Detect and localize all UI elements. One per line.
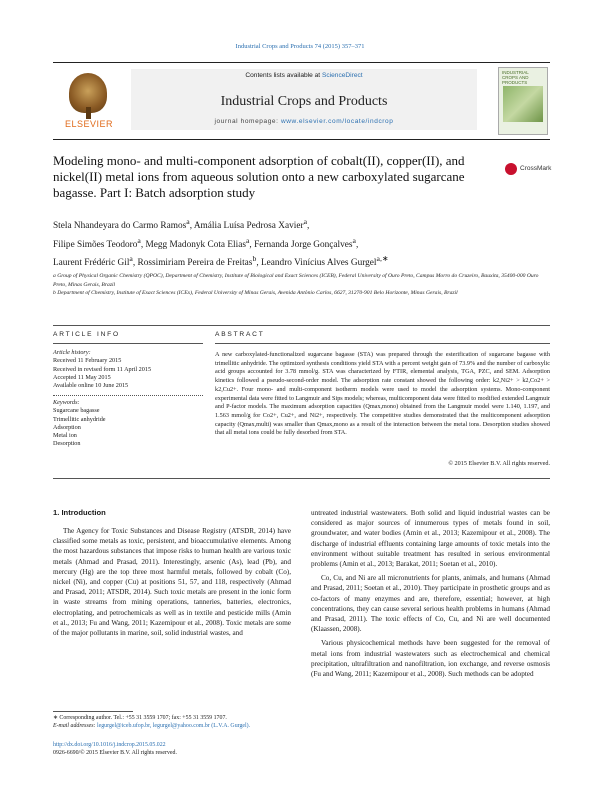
article-info-heading: ARTICLE INFO [53, 331, 120, 338]
divider [53, 395, 203, 396]
article-history [53, 349, 203, 390]
email-link[interactable]: legurgel@iceb.ufop.br, legurgel@yahoo.com.br (L.V.A. Gurgel). [96, 723, 251, 730]
affiliation-a: a Group of Physical Organic Chemistry (QPOC), Department of Chemistry, Institute of Biological and Exact Sciences (ICEB), Federal University of Ouro Preto, Campus Morro do Cruzeiro, Bauxita, 35400-000 Ouro Preto, Minas Gerais, Brazil [53, 273, 539, 288]
paragraph: Various physicochemical methods have been suggested for the removal of metal ions from industrial wastewaters such as electrochemical and chemical precipitation, ultrafiltration and nanofiltration, ion exchange, and reverse osmosis (Fu and Wang, 2011; Kazemipour et al., 2008). Such methods can be adopted [311, 639, 550, 679]
abstract-heading: ABSTRACT [215, 331, 265, 338]
keywords [53, 399, 203, 449]
keyword: Trimellitic anhydride [53, 415, 106, 423]
keywords-label: Keywords: [53, 399, 80, 406]
author[interactable]: Megg Madonyk Cota Elias$^a$, [145, 235, 255, 250]
masthead-center-band [131, 69, 477, 130]
cover-title: INDUSTRIAL CROPS AND PRODUCTS [502, 70, 529, 85]
keyword: Sugarcane bagasse [53, 407, 100, 415]
paragraph: untreated industrial wastewaters. Both solid and liquid industrial wastes can be considered as major sources of innumerous types of metals found in soil, groundwater, and water bodies (Amin et al., 2013; Kazemipour et al., 2008). The discharge of industrial effluents containing large amounts of toxic metals into the environment without suitable treatment has resulted in serious environmental problems (Amin et al., 2013; Barakat, 2011; Soetan et al., 2010). [311, 509, 550, 569]
email-note: E-mail addresses: legurgel@iceb.ufop.br, legurgel@yahoo.com.br (L.V.A. Gurgel). [53, 723, 251, 730]
section-heading-introduction: 1. Introduction [53, 508, 106, 517]
author[interactable]: Laurent Frédéric Gil$^a$, [53, 254, 138, 269]
elsevier-wordmark: ELSEVIER [64, 119, 114, 129]
issn-line: 0926-6690/© 2015 Elsevier B.V. All rights reserved. [53, 750, 177, 757]
author[interactable]: Fernanda Jorge Gonçalves$^a$, [254, 235, 359, 250]
homepage-line [131, 118, 477, 125]
crossmark-icon [505, 163, 517, 175]
author-list [53, 215, 533, 271]
history-item: Received in revised form 11 April 2015 [53, 365, 152, 373]
divider [53, 325, 550, 326]
author[interactable]: Filipe Simões Teodoro$^a$, [53, 235, 146, 250]
sciencedirect-link[interactable]: ScienceDirect [321, 72, 363, 79]
abstract-copyright: © 2015 Elsevier B.V. All rights reserved. [448, 460, 550, 467]
article-title: Modeling mono- and multi-component adsorption of cobalt(II), copper(II), and nickel(II) metal ions from aqueous solution onto a new carboxylated sugarcane bagasse. Part I: Batch adsorption study [53, 153, 465, 200]
paragraph: Co, Cu, and Ni are all micronutrients for plants, animals, and humans (Ahmad and Prasad, 2011; Soetan et al., 2010). They participate in prosthetic groups and as co-factors of many enzymes and are, therefore, essential; however, at high concentrations, they can cause several serious health problems in humans (Ahmad and Prasad, 2011). The toxic effects of Co, Cu, and Ni are well documented (Klaassen, 2008). [311, 574, 550, 634]
history-item: Received 11 February 2015 [53, 357, 122, 365]
journal-masthead [53, 62, 550, 140]
paragraph: The Agency for Toxic Substances and Disease Registry (ATSDR, 2014) have classified some metals as toxic, persistent, and bioaccumulative elements. Among the most hazardous substances that impose risks to human health are various toxic metals (Ahmad and Prasad, 2011). Interestingly, arsenic (As), lead (Pb), and mercury (Hg) are the top three most harmful metals, followed by cobalt (Co), nickel (Ni), and copper (Cu) at positions 51, 57, and 118, respectively (Ahmad and Prasad, 2011; ATSDR, 2014). Such toxic metals are present in the ionic form in waste streams from mining operations, tanneries, batteries, electronics, electroplating, and petrochemicals as well as in textile and pesticide mills (Amin et al., 2013; Fu and Wang, 2011; Kazemipour et al., 2008). Toxic metals are some of the major pollutants in marine, soil, solid industrial wastes, and [53, 527, 291, 638]
footnotes [53, 714, 303, 731]
contents-line [131, 72, 477, 79]
abstract-text: A new carboxylated-functionalized sugarcane bagasse (STA) was prepared through the esterification of sugarcane bagasse with trimellitic anhydride. The optimized synthesis conditions yield STA with a percent weight gain of 73.9% and the number of carboxylic acid groups accounted for 3.78 mmol/g. STA was characterized by FTIR, elemental analysis, TGA, PZC, and SEM. Adsorption kinetics followed a pseudo-second-order model. The adsorption rate constant showed the following order: k2,Ni2+ > k2,Co2+ > k2,Cu2+. Four mono- and multi-component isotherm models were used to model the adsorption systems. Mono-component experimental data were fitted to Langmuir and Sips models; whereas, multicomponent data were fitted to modified extended Langmuir and P-factor models. The maximum adsorption capacities (Qmax,mono) obtained from the Langmuir model were 1.140, 1.197, and 1.563 mmol/g for Co2+, Cu2+, and Ni2+, respectively. The competitive studies demonstrated that the multicomponent adsorption capacity (Qmax,multi) was smaller than Qmax,mono as a result of the interaction between the metal ions. Desorption studies showed that all metal ions could be fully desorbed from STA. [215, 351, 550, 437]
history-item: Accepted 11 May 2015 [53, 373, 111, 381]
contents-prefix: Contents lists available at [245, 72, 322, 79]
author[interactable]: Amália Luísa Pedrosa Xavier$^a$, [193, 217, 310, 232]
keyword: Metal ion [53, 432, 77, 440]
cover-image [503, 86, 543, 122]
footnote-rule [53, 711, 133, 712]
homepage-link[interactable]: www.elsevier.com/locate/indcrop [280, 118, 394, 125]
affiliation-b: b Department of Chemistry, Institute of Exact Sciences (ICEx), Federal University of Minas Gerais, Avenida Antônio Carlos, 6627, 31270-901 Belo Horizonte, Minas Gerais, Brazil [53, 290, 458, 296]
crossmark-label: CrossMark [520, 165, 552, 172]
journal-cover[interactable] [498, 67, 548, 135]
left-column [53, 526, 291, 638]
doi-link[interactable]: http://dx.doi.org/10.1016/j.indcrop.2015.05.022 [53, 742, 166, 748]
right-column [311, 508, 550, 679]
tree-trunk [86, 107, 91, 119]
author[interactable]: Stela Nhandeyara do Carmo Ramos$^a$, [53, 217, 194, 232]
elsevier-logo[interactable] [53, 69, 123, 131]
affiliations [53, 272, 553, 298]
running-head[interactable]: Industrial Crops and Products 74 (2015) 357–371 [235, 43, 365, 50]
homepage-prefix: journal homepage: [214, 118, 281, 125]
divider [215, 343, 550, 344]
keyword: Desorption [53, 440, 81, 448]
keyword: Adsorption [53, 423, 81, 431]
corresponding-author-note: ∗ Corresponding author. Tel.: +55 31 3559 1707; fax: +55 31 3559 1707. [53, 715, 227, 721]
journal-title: Industrial Crops and Products [220, 94, 388, 109]
author[interactable]: Rossimiriam Pereira de Freitas$^b$, [137, 254, 261, 269]
divider [53, 478, 550, 479]
history-label: Article history: [53, 349, 91, 356]
history-item: Available online 10 June 2015 [53, 382, 129, 390]
crossmark-badge[interactable] [505, 160, 555, 180]
author[interactable]: Leandro Vinícius Alves Gurgel$^{a,∗}$ [260, 254, 389, 269]
article-identifiers [53, 741, 303, 758]
divider [53, 343, 203, 344]
